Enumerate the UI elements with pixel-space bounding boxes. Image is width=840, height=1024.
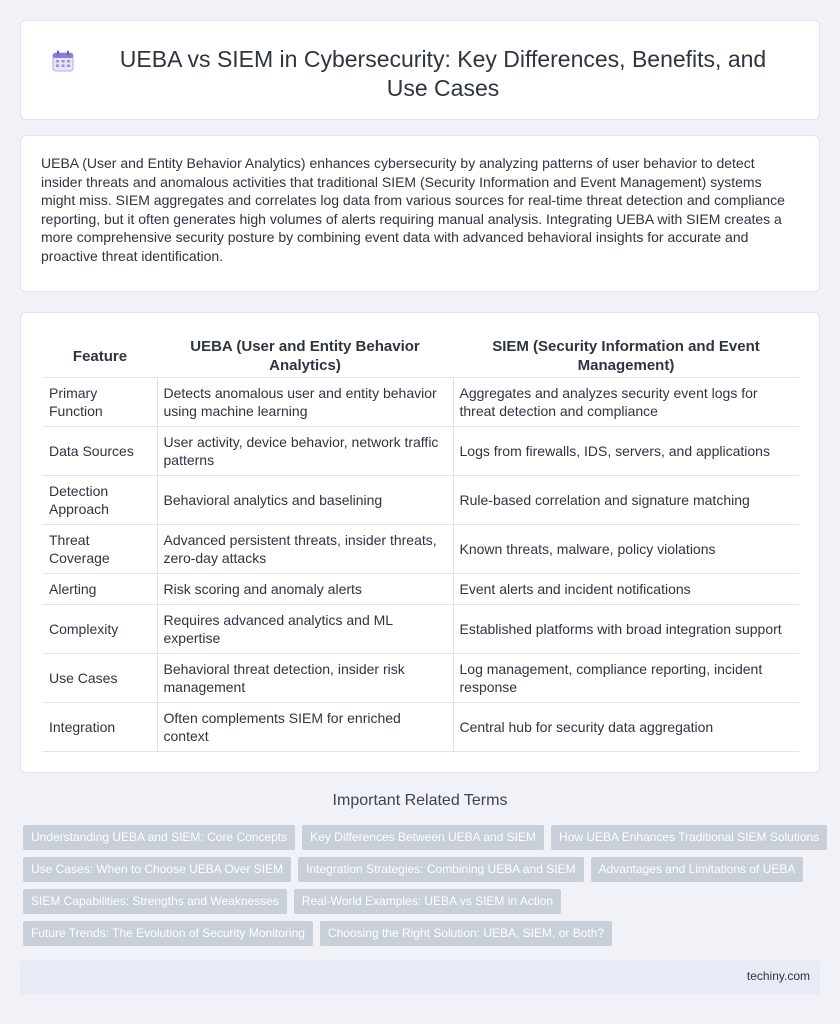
related-term-tag[interactable]: Key Differences Between UEBA and SIEM xyxy=(302,825,544,850)
footer xyxy=(20,960,820,994)
feature-cell: Use Cases xyxy=(43,654,157,703)
table-header-row xyxy=(43,333,799,378)
ueba-cell: Requires advanced analytics and ML expertise xyxy=(157,605,453,654)
siem-cell: Logs from firewalls, IDS, servers, and applications xyxy=(453,427,799,476)
column-header-feature: Feature xyxy=(43,333,157,378)
related-term-tag[interactable]: Understanding UEBA and SIEM: Core Concepts xyxy=(23,825,295,850)
table-row xyxy=(43,476,799,525)
siem-cell: Central hub for security data aggregation xyxy=(453,703,799,752)
page-title: UEBA vs SIEM in Cybersecurity: Key Differences, Benefits, and Use Cases xyxy=(119,46,767,101)
feature-cell: Detection Approach xyxy=(43,476,157,525)
related-term-tag[interactable]: Real-World Examples: UEBA vs SIEM in Action xyxy=(294,889,561,914)
ueba-cell: Often complements SIEM for enriched context xyxy=(157,703,453,752)
intro-card xyxy=(20,135,820,292)
feature-cell: Data Sources xyxy=(43,427,157,476)
related-term-tag[interactable]: Integration Strategies: Combining UEBA and SIEM xyxy=(298,857,583,882)
feature-cell: Alerting xyxy=(43,574,157,605)
related-term-tag[interactable]: Use Cases: When to Choose UEBA Over SIEM xyxy=(23,857,291,882)
feature-cell: Integration xyxy=(43,703,157,752)
table-row xyxy=(43,574,799,605)
intro-paragraph: UEBA (User and Entity Behavior Analytics) enhances cybersecurity by analyzing patterns of user behavior to detect insider threats and anomalous activities that traditional SIEM (Security Information and Event Management) systems might miss. SIEM aggregates and correlates log data from various sources for real-time threat detection and compliance reporting, but it often generates high volumes of alerts requiring manual analysis. Integrating UEBA with SIEM creates a more comprehensive security posture by combining event data with advanced behavioral insights for accurate and proactive threat identification. xyxy=(41,155,785,264)
related-term-tag[interactable]: Advantages and Limitations of UEBA xyxy=(591,857,804,882)
ueba-cell: User activity, device behavior, network traffic patterns xyxy=(157,427,453,476)
ueba-cell: Advanced persistent threats, insider threats, zero-day attacks xyxy=(157,525,453,574)
siem-cell: Established platforms with broad integration support xyxy=(453,605,799,654)
siem-cell: Rule-based correlation and signature matching xyxy=(453,476,799,525)
column-header-ueba: UEBA (User and Entity Behavior Analytics) xyxy=(157,333,453,378)
feature-cell: Complexity xyxy=(43,605,157,654)
table-row xyxy=(43,605,799,654)
comparison-card xyxy=(20,312,820,773)
related-term-tag[interactable]: SIEM Capabilities: Strengths and Weaknesses xyxy=(23,889,287,914)
table-row xyxy=(43,525,799,574)
feature-cell: Primary Function xyxy=(43,378,157,427)
calendar-icon xyxy=(51,49,75,73)
siem-cell: Aggregates and analyzes security event logs for threat detection and compliance xyxy=(453,378,799,427)
table-row xyxy=(43,378,799,427)
siem-cell: Known threats, malware, policy violations xyxy=(453,525,799,574)
ueba-cell: Risk scoring and anomaly alerts xyxy=(157,574,453,605)
comparison-table xyxy=(43,333,799,752)
related-term-tag[interactable]: Future Trends: The Evolution of Security Monitoring xyxy=(23,921,313,946)
header-card xyxy=(20,20,820,120)
ueba-cell: Behavioral analytics and baselining xyxy=(157,476,453,525)
column-header-siem: SIEM (Security Information and Event Management) xyxy=(453,333,799,378)
footer-site-link[interactable]: techiny.com xyxy=(746,969,810,983)
table-row xyxy=(43,427,799,476)
ueba-cell: Behavioral threat detection, insider risk management xyxy=(157,654,453,703)
feature-cell: Threat Coverage xyxy=(43,525,157,574)
related-terms-list xyxy=(23,825,823,953)
related-term-tag[interactable]: How UEBA Enhances Traditional SIEM Solutions xyxy=(551,825,827,850)
table-row xyxy=(43,703,799,752)
related-terms-heading: Important Related Terms xyxy=(332,792,508,809)
siem-cell: Log management, compliance reporting, incident response xyxy=(453,654,799,703)
related-term-tag[interactable]: Choosing the Right Solution: UEBA, SIEM, or Both? xyxy=(320,921,612,946)
ueba-cell: Detects anomalous user and entity behavior using machine learning xyxy=(157,378,453,427)
table-row xyxy=(43,654,799,703)
siem-cell: Event alerts and incident notifications xyxy=(453,574,799,605)
